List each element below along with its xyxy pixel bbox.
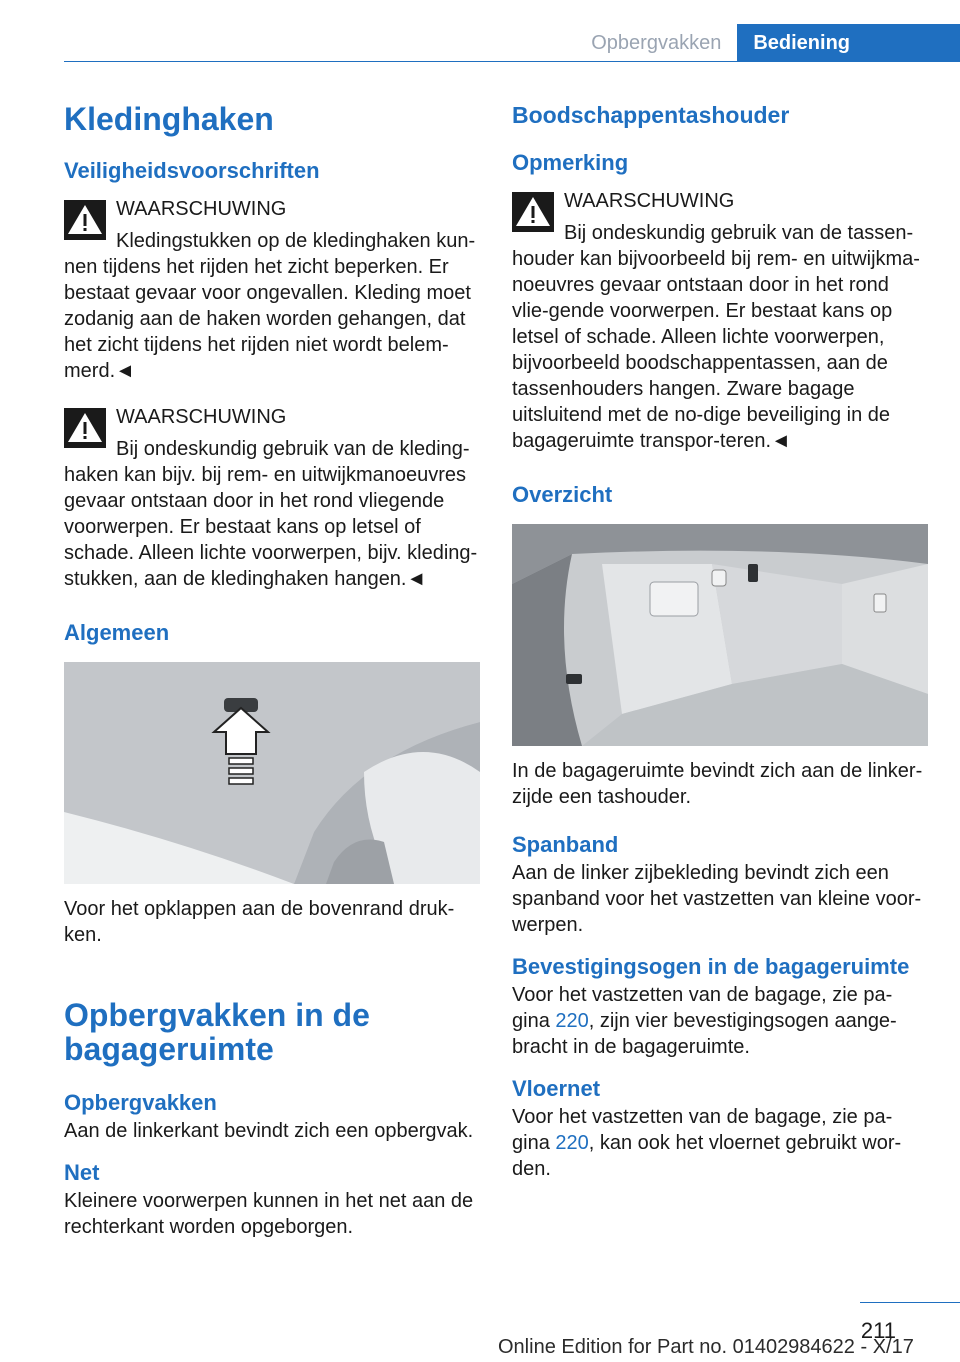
chapter-tab[interactable]: Bediening [737,24,960,62]
warning-label: WAARSCHUWING [564,190,735,212]
section-title-opbergvakken: Opbergvakken in de bagageruimte [64,997,370,1067]
storage-text: Aan de linkerkant bevindt zich een opbergvak. [64,1120,474,1142]
warning-text: nen tijdens het rijden het zicht beperken. Er bestaat gevaar voor ongevallen. Kleding moet zodanig aan de haken worden gehangen, dat het zicht tijdens het rijden niet wordt belem-merd.◄ [64,256,471,382]
warning-text-first: Bij ondeskundig gebruik van de kleding- [116,438,470,460]
eyes-heading: Bevestigingsogen in de bagageruimte [512,954,910,979]
edition-footer: Online Edition for Part no. 01402984622 - X/17 [498,1336,914,1358]
floor-text-b: , kan ook het vloernet gebruikt wor-den. [512,1132,902,1180]
warning-icon [512,192,554,232]
section-title-kledinghaken: Kledinghaken [64,101,274,137]
warning-block-3 [512,188,928,454]
header-rule [64,61,960,62]
left-column [64,100,480,1240]
floor-text-a: Voor het vastzetten van de bagage, zie pa-gina [512,1106,893,1154]
bag-holder-title: Boodschappentashouder [512,102,790,128]
general-heading: Algemeen [64,620,170,645]
eyes-text-a: Voor het vastzetten van de bagage, zie pa-gina [512,984,893,1032]
page-link-220[interactable]: 220 [555,1010,589,1032]
strap-heading: Spanband [512,832,619,857]
eyes-text [512,982,928,1060]
warning-icon [64,408,106,448]
note-heading: Opmerking [512,150,629,175]
warning-label: WAARSCHUWING [116,406,287,428]
net-text: Kleinere voorwerpen kunnen in het net aan de rechterkant worden opgeborgen. [64,1190,474,1238]
safety-heading: Veiligheidsvoorschriften [64,158,320,183]
floor-net-heading: Vloernet [512,1076,601,1101]
floor-net-text [512,1104,928,1182]
right-column [512,100,928,1182]
overview-heading: Overzicht [512,482,613,507]
section-tab[interactable]: Opbergvakken [591,32,722,54]
warning-text: houder kan bijvoorbeeld bij rem- en uitwijkma-noeuvres gevaar ontstaan door in het rond vlie-gende voorwerpen. Er bestaat kans op letsel of schade. Alleen lichte voorwerpen, bijvoorbeeld boodschappentassen, aan de tassenhouders hangen. Zware bagage uitsluitend met de no-dige beveiliging in de bagageruimte transpor-teren.◄ [512,248,920,452]
net-heading: Net [64,1160,100,1185]
luggage-compartment-photo [512,524,928,746]
page-number-rule [860,1302,960,1303]
warning-label: WAARSCHUWING [116,198,287,220]
warning-text-first: Bij ondeskundig gebruik van de tassen- [564,222,914,244]
strap-text: Aan de linker zijbekleding bevindt zich een spanband voor het vastzetten van kleine voor-werpen. [512,862,922,936]
page-link-220[interactable]: 220 [555,1132,589,1154]
coat-hook-photo [64,662,480,884]
page-header [591,24,960,62]
storage-heading: Opbergvakken [64,1090,217,1115]
overview-caption: In de bagageruimte bevindt zich aan de linker-zijde een tashouder. [512,760,923,808]
eyes-text-b: , zijn vier bevestigingsogen aange-bracht in de bagageruimte. [512,1010,897,1058]
warning-icon [64,200,106,240]
warning-block-2 [64,404,480,592]
general-caption: Voor het opklappen aan de bovenrand druk-ken. [64,898,455,946]
page-number: 211 [860,1318,896,1343]
warning-block-1 [64,196,480,384]
warning-text-first: Kledingstukken op de kledinghaken kun- [116,230,476,252]
warning-text: haken kan bijv. bij rem- en uitwijkmanoeuvres gevaar ontstaan door in het rond vliegende voorwerpen. Er bestaat kans op letsel of schade. Alleen lichte voorwerpen, bijv. kleding-stukken, aan de kledinghaken hangen.◄ [64,464,478,590]
